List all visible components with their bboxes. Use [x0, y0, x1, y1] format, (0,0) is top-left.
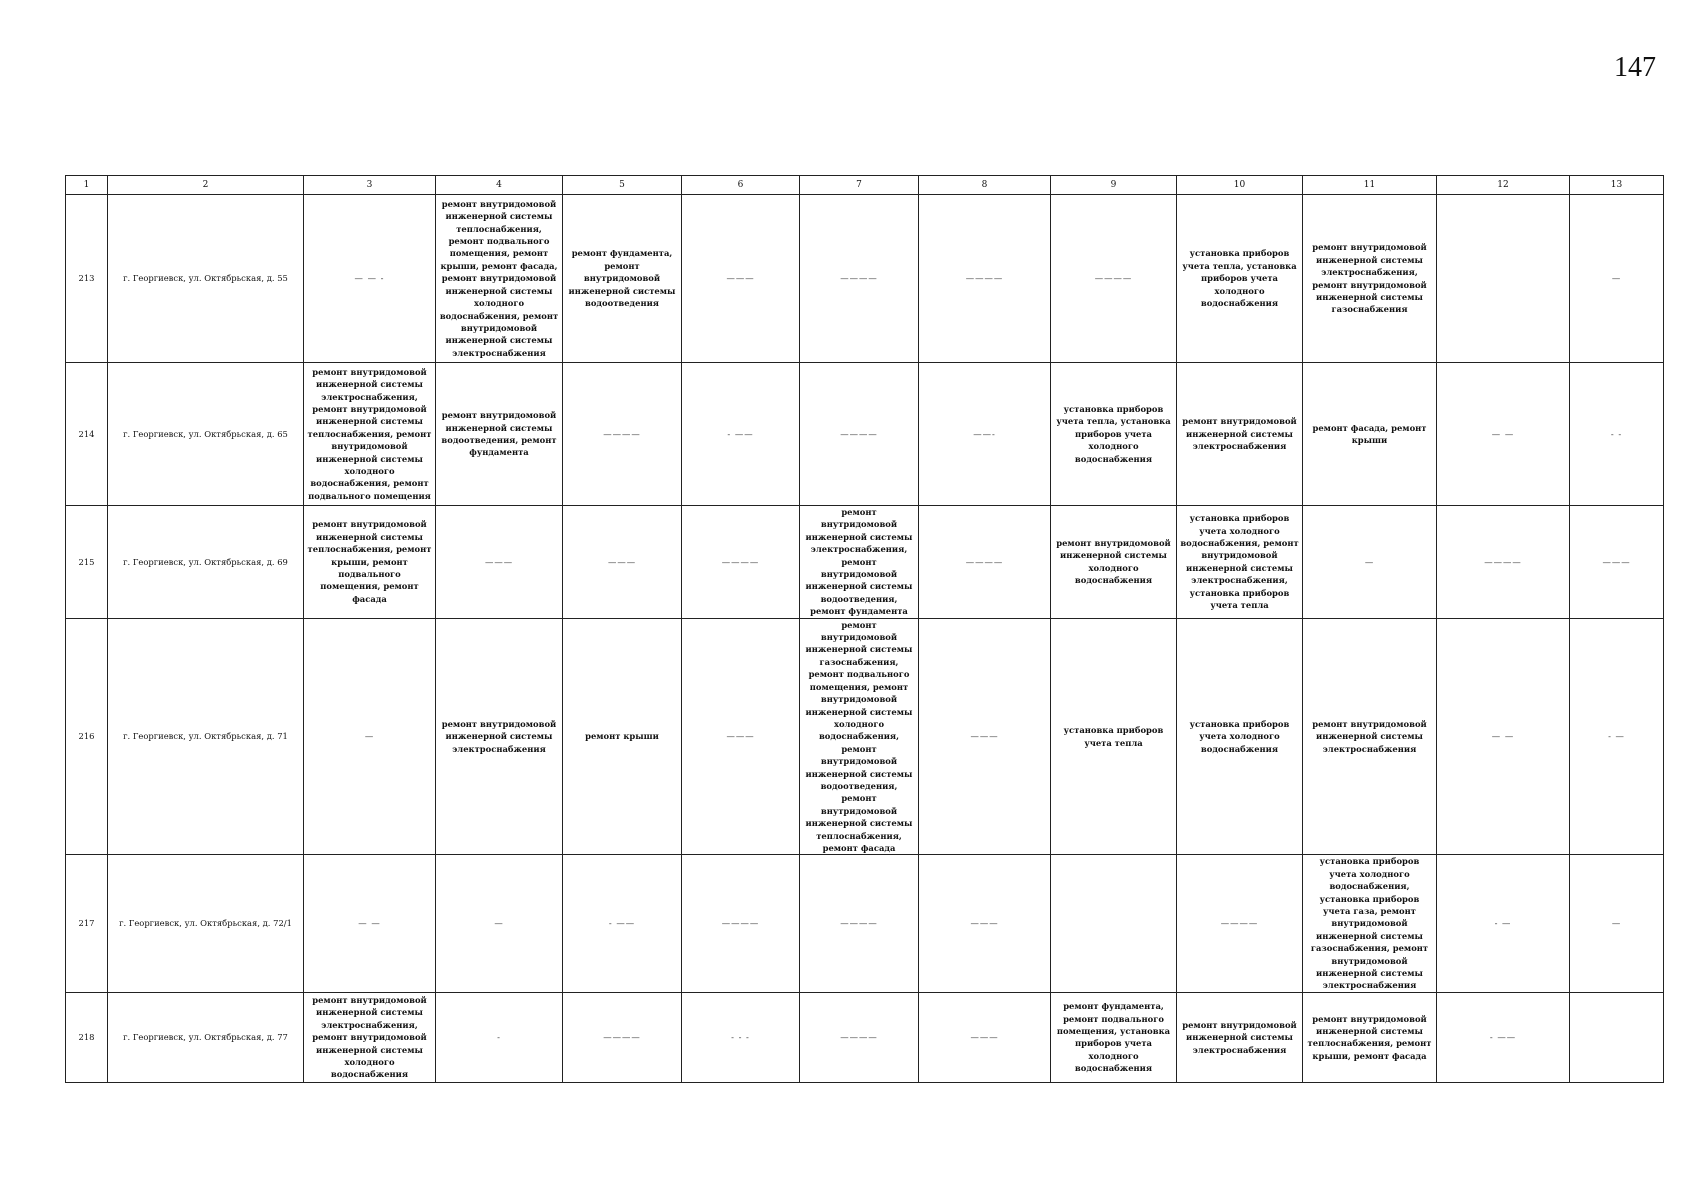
column-header-3: 3 — [304, 176, 436, 195]
cell-col-7: ремонт внутридомовой инженерной системы газоснабжения, ремонт подвального помещения, ремонт внутридомовой инженерной системы холодного водоснабжения, ремонт внутридомовой инженерной системы водоотведения, ремонт внутридомовой инженерной системы теплоснабжения, ремонт фасада — [800, 618, 919, 855]
repair-schedule-table — [65, 175, 1664, 1083]
cell-col-8: ——- — [919, 363, 1051, 506]
cell-col-8: ——— — [919, 618, 1051, 855]
cell-col-12: - — — [1437, 855, 1570, 992]
cell-col-5: ремонт фундамента, ремонт внутридомовой инженерной системы водоотведения — [563, 195, 682, 363]
cell-col-8: ——— — [919, 992, 1051, 1082]
cell-col-9 — [1051, 855, 1177, 992]
cell-col-10: установка приборов учета тепла, установка приборов учета холодного водоснабжения — [1177, 195, 1303, 363]
cell-col-3: ремонт внутридомовой инженерной системы электроснабжения, ремонт внутридомовой инженерной системы теплоснабжения, ремонт внутридомовой инженерной системы холодного водоснабжения, ремонт подвального помещения — [304, 363, 436, 506]
cell-col-6: - - - — [682, 992, 800, 1082]
cell-col-9: ———— — [1051, 195, 1177, 363]
address-cell: г. Георгиевск, ул. Октябрьская, д. 69 — [108, 506, 304, 619]
row-number: 218 — [66, 992, 108, 1082]
cell-col-7: ———— — [800, 992, 919, 1082]
row-number: 216 — [66, 618, 108, 855]
address-cell: г. Георгиевск, ул. Октябрьская, д. 71 — [108, 618, 304, 855]
cell-col-8: ———— — [919, 195, 1051, 363]
cell-col-4: ремонт внутридомовой инженерной системы водоотведения, ремонт фундамента — [436, 363, 563, 506]
row-number: 214 — [66, 363, 108, 506]
cell-col-7: ———— — [800, 363, 919, 506]
cell-col-12: — — — [1437, 618, 1570, 855]
cell-col-3: ремонт внутридомовой инженерной системы электроснабжения, ремонт внутридомовой инженерной системы холодного водоснабжения — [304, 992, 436, 1082]
cell-col-4: ——— — [436, 506, 563, 619]
cell-col-10: установка приборов учета холодного водоснабжения — [1177, 618, 1303, 855]
column-header-7: 7 — [800, 176, 919, 195]
cell-col-5: ремонт крыши — [563, 618, 682, 855]
column-header-5: 5 — [563, 176, 682, 195]
table-row — [66, 992, 1664, 1082]
row-number: 215 — [66, 506, 108, 619]
header-row — [66, 176, 1664, 195]
cell-col-7: ———— — [800, 855, 919, 992]
column-header-6: 6 — [682, 176, 800, 195]
cell-col-5: ———— — [563, 363, 682, 506]
cell-col-11: ремонт внутридомовой инженерной системы теплоснабжения, ремонт крыши, ремонт фасада — [1303, 992, 1437, 1082]
address-cell: г. Георгиевск, ул. Октябрьская, д. 55 — [108, 195, 304, 363]
table-row — [66, 363, 1664, 506]
table-row — [66, 855, 1664, 992]
column-header-1: 1 — [66, 176, 108, 195]
cell-col-3: ремонт внутридомовой инженерной системы теплоснабжения, ремонт крыши, ремонт подвального помещения, ремонт фасада — [304, 506, 436, 619]
cell-col-4: ремонт внутридомовой инженерной системы теплоснабжения, ремонт подвального помещения, ремонт крыши, ремонт фасада, ремонт внутридомовой инженерной системы холодного водоснабжения, ремонт внутридомовой инженерной системы электроснабжения — [436, 195, 563, 363]
cell-col-10: ремонт внутридомовой инженерной системы электроснабжения — [1177, 363, 1303, 506]
cell-col-12: — — — [1437, 363, 1570, 506]
cell-col-4: — — [436, 855, 563, 992]
cell-col-7: ———— — [800, 195, 919, 363]
cell-col-11: ремонт внутридомовой инженерной системы электроснабжения, ремонт внутридомовой инженерной системы газоснабжения — [1303, 195, 1437, 363]
cell-col-11: установка приборов учета холодного водоснабжения, установка приборов учета газа, ремонт внутридомовой инженерной системы газоснабжения, ремонт внутридомовой инженерной системы электроснабжения — [1303, 855, 1437, 992]
table-row — [66, 195, 1664, 363]
cell-col-8: ———— — [919, 506, 1051, 619]
cell-col-6: ——— — [682, 618, 800, 855]
cell-col-11: ремонт фасада, ремонт крыши — [1303, 363, 1437, 506]
column-header-12: 12 — [1437, 176, 1570, 195]
column-header-13: 13 — [1570, 176, 1664, 195]
cell-col-13: - - — [1570, 363, 1664, 506]
page-number: 147 — [1614, 52, 1656, 83]
cell-col-11: ремонт внутридомовой инженерной системы электроснабжения — [1303, 618, 1437, 855]
cell-col-6: - —— — [682, 363, 800, 506]
cell-col-6: ———— — [682, 855, 800, 992]
cell-col-13: — — [1570, 855, 1664, 992]
table-row — [66, 506, 1664, 619]
cell-col-9: ремонт внутридомовой инженерной системы холодного водоснабжения — [1051, 506, 1177, 619]
cell-col-10: установка приборов учета холодного водоснабжения, ремонт внутридомовой инженерной системы электроснабжения, установка приборов учета тепла — [1177, 506, 1303, 619]
cell-col-3: — — [304, 618, 436, 855]
cell-col-6: ———— — [682, 506, 800, 619]
cell-col-13: - — — [1570, 618, 1664, 855]
cell-col-12: - —— — [1437, 992, 1570, 1082]
address-cell: г. Георгиевск, ул. Октябрьская, д. 72/1 — [108, 855, 304, 992]
cell-col-13: ——— — [1570, 506, 1664, 619]
row-number: 217 — [66, 855, 108, 992]
column-header-4: 4 — [436, 176, 563, 195]
column-header-10: 10 — [1177, 176, 1303, 195]
row-number: 213 — [66, 195, 108, 363]
cell-col-5: - —— — [563, 855, 682, 992]
cell-col-13 — [1570, 992, 1664, 1082]
cell-col-12 — [1437, 195, 1570, 363]
address-cell: г. Георгиевск, ул. Октябрьская, д. 77 — [108, 992, 304, 1082]
cell-col-4: - — [436, 992, 563, 1082]
cell-col-8: ——— — [919, 855, 1051, 992]
cell-col-12: ———— — [1437, 506, 1570, 619]
cell-col-3: — — - — [304, 195, 436, 363]
cell-col-4: ремонт внутридомовой инженерной системы электроснабжения — [436, 618, 563, 855]
cell-col-7: ремонт внутридомовой инженерной системы электроснабжения, ремонт внутридомовой инженерной системы водоотведения, ремонт фундамента — [800, 506, 919, 619]
cell-col-9: установка приборов учета тепла, установка приборов учета холодного водоснабжения — [1051, 363, 1177, 506]
cell-col-10: ———— — [1177, 855, 1303, 992]
cell-col-9: установка приборов учета тепла — [1051, 618, 1177, 855]
table-row — [66, 618, 1664, 855]
column-header-9: 9 — [1051, 176, 1177, 195]
column-header-11: 11 — [1303, 176, 1437, 195]
cell-col-9: ремонт фундамента, ремонт подвального помещения, установка приборов учета холодного водоснабжения — [1051, 992, 1177, 1082]
cell-col-13: — — [1570, 195, 1664, 363]
cell-col-3: — — — [304, 855, 436, 992]
cell-col-5: ———— — [563, 992, 682, 1082]
cell-col-6: ——— — [682, 195, 800, 363]
column-header-8: 8 — [919, 176, 1051, 195]
cell-col-5: ——— — [563, 506, 682, 619]
cell-col-10: ремонт внутридомовой инженерной системы электроснабжения — [1177, 992, 1303, 1082]
column-header-2: 2 — [108, 176, 304, 195]
cell-col-11: — — [1303, 506, 1437, 619]
address-cell: г. Георгиевск, ул. Октябрьская, д. 65 — [108, 363, 304, 506]
